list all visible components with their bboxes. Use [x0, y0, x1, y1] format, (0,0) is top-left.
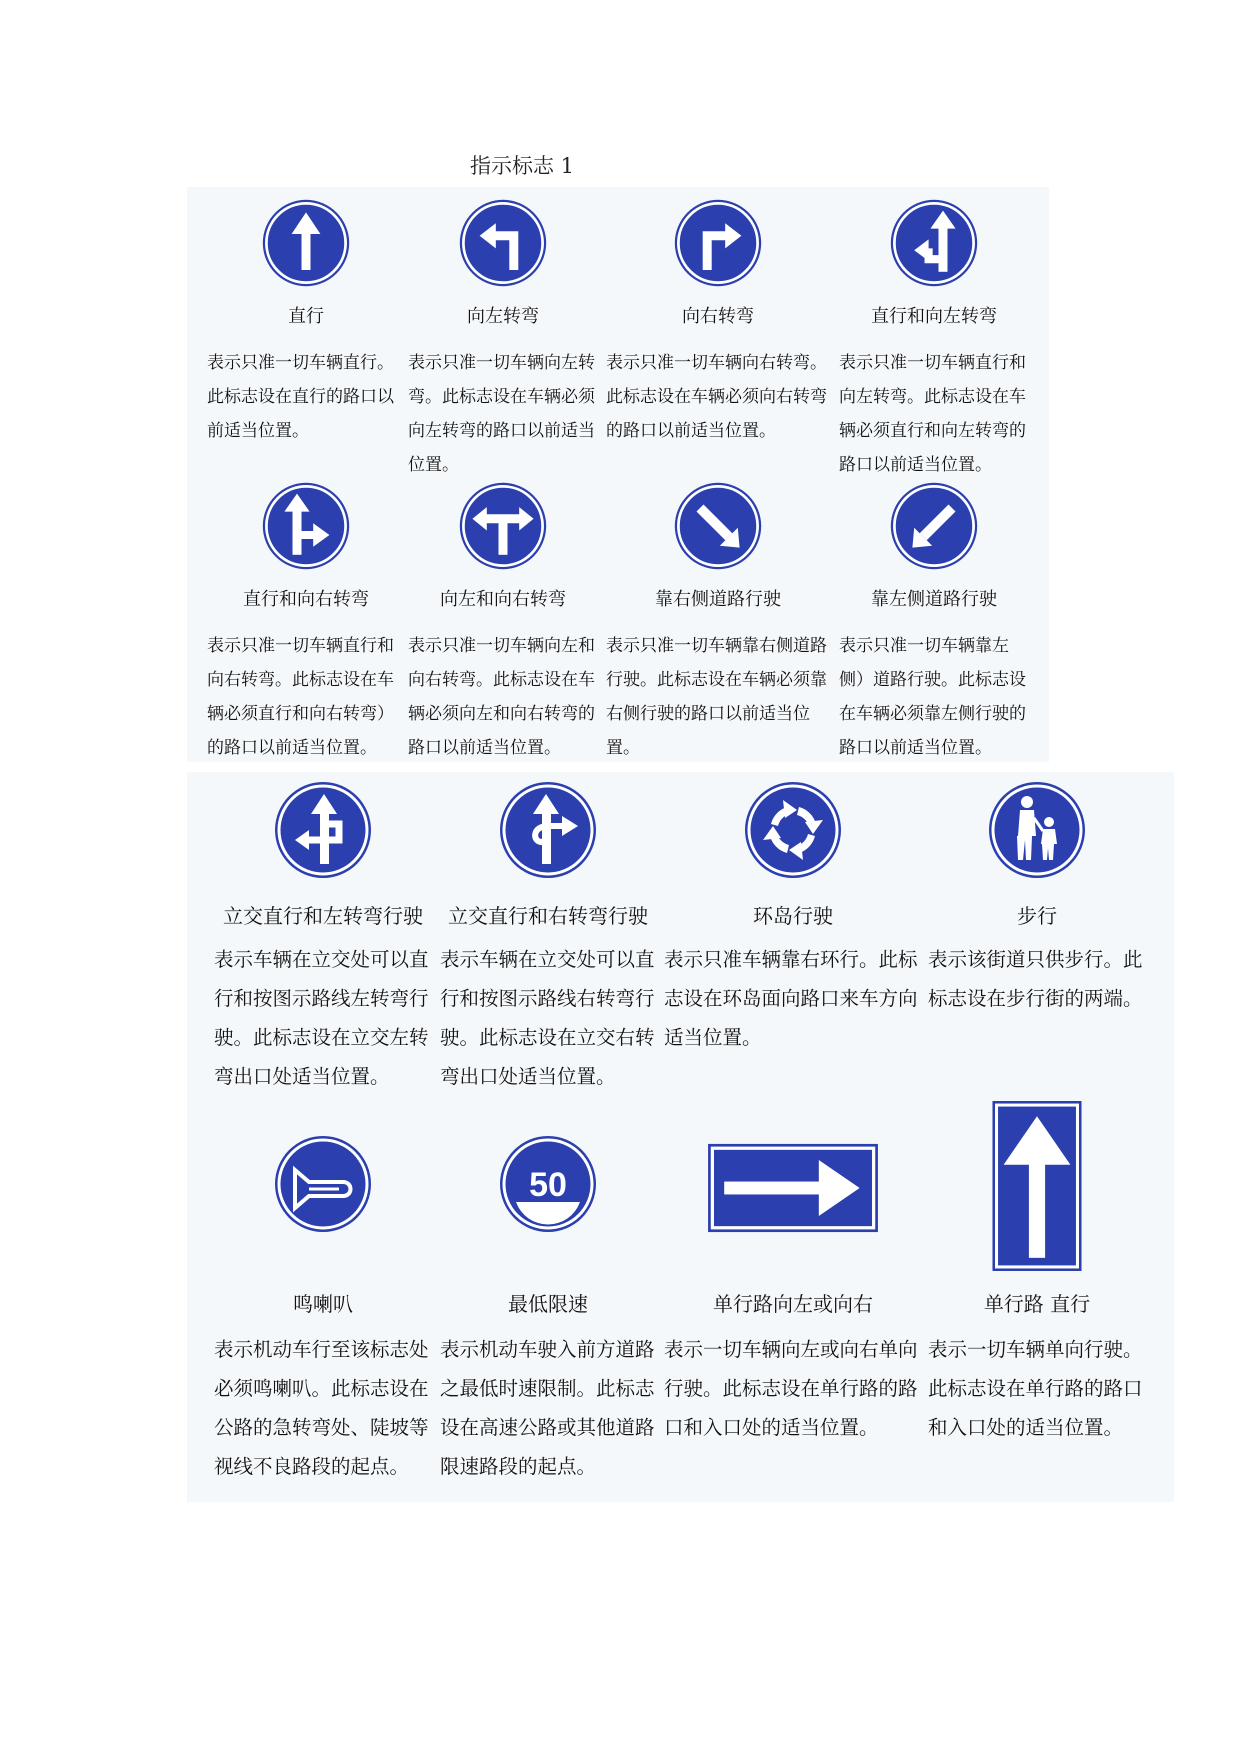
sign-description: 表示只准一切车辆直行。 此标志设在直行的路口以 前适当位置。	[207, 353, 394, 441]
straight-or-right-arrow-icon	[261, 481, 351, 571]
sign-description: 表示只准一切车辆向左转 弯。此标志设在车辆必须 向左转弯的路口以前适当 位置。	[408, 353, 595, 475]
one-way-straight-icon	[990, 1100, 1084, 1272]
interchange-straight-left-icon	[273, 780, 373, 880]
svg-text:50: 50	[529, 1166, 567, 1204]
sign-name: 直行和向右转弯	[243, 589, 369, 610]
turn-left-arrow-icon	[458, 198, 548, 288]
sign-name: 最低限速	[508, 1292, 588, 1316]
sign-description: 表示只准一切车辆靠左 侧）道路行驶。此标志设 在车辆必须靠左侧行驶的 路口以前适当位置。	[839, 636, 1026, 758]
page-title: 指示标志 1	[470, 154, 575, 178]
sign-description: 表示机动车驶入前方道路 之最低时速限制。此标志 设在高速公路或其他道路 限速路段的起点。	[440, 1338, 655, 1478]
sign-description: 表示只准一切车辆向右转弯。 此标志设在车辆必须向右转弯 的路口以前适当位置。	[606, 353, 827, 441]
signs-panel-top	[187, 187, 1049, 762]
straight-or-left-arrow-icon	[889, 198, 979, 288]
one-way-horizontal-icon	[707, 1140, 879, 1236]
sign-name: 向左转弯	[467, 306, 539, 327]
left-or-right-arrow-icon	[458, 481, 548, 571]
sign-name: 单行路 直行	[983, 1292, 1091, 1316]
pedestrian-icon	[987, 780, 1087, 880]
sign-description: 表示一切车辆向左或向右单向 行驶。此标志设在单行路的路 口和入口处的适当位置。	[664, 1338, 918, 1439]
sign-name: 向左和向右转弯	[440, 589, 566, 610]
sign-description: 表示机动车行至该标志处 必须鸣喇叭。此标志设在 公路的急转弯处、陡坡等 视线不良路段的起点。	[214, 1338, 429, 1478]
sign-name: 步行	[1017, 904, 1057, 928]
sign-name: 环岛行驶	[753, 904, 833, 928]
keep-left-arrow-icon	[889, 481, 979, 571]
sign-name: 鸣喇叭	[293, 1292, 353, 1316]
sign-description: 表示只准一切车辆向左和 向右转弯。此标志设在车 辆必须向左和向右转弯的 路口以前适当位置。	[408, 636, 595, 758]
sign-description: 表示车辆在立交处可以直 行和按图示路线左转弯行 驶。此标志设在立交左转 弯出口处适当位置。	[214, 948, 429, 1088]
keep-right-arrow-icon	[673, 481, 763, 571]
horn-icon	[273, 1134, 373, 1234]
sign-description: 表示该街道只供步行。此 标志设在步行街的两端。	[928, 948, 1143, 1010]
turn-right-arrow-icon	[673, 198, 763, 288]
sign-description: 表示只准一切车辆靠右侧道路 行驶。此标志设在车辆必须靠 右侧行驶的路口以前适当位 置。	[606, 636, 827, 758]
interchange-straight-right-icon	[498, 780, 598, 880]
sign-description: 表示只准一切车辆直行和 向右转弯。此标志设在车 辆必须直行和向右转弯） 的路口以前适当位置。	[207, 636, 394, 758]
sign-description: 表示只准车辆靠右环行。此标 志设在环岛面向路口来车方向 适当位置。	[664, 948, 918, 1049]
sign-name: 靠右侧道路行驶	[655, 589, 781, 610]
sign-name: 立交直行和左转弯行驶	[223, 904, 423, 928]
signs-panel-bottom	[187, 772, 1174, 1502]
sign-name: 直行和向左转弯	[871, 306, 997, 327]
sign-name: 靠左侧道路行驶	[871, 589, 997, 610]
sign-name: 单行路向左或向右	[713, 1292, 873, 1316]
sign-name: 直行	[288, 306, 324, 327]
sign-name: 立交直行和右转弯行驶	[448, 904, 648, 928]
minimum-speed-icon	[498, 1134, 598, 1234]
sign-description: 表示一切车辆单向行驶。 此标志设在单行路的路口 和入口处的适当位置。	[928, 1338, 1143, 1439]
straight-arrow-icon	[261, 198, 351, 288]
sign-description: 表示车辆在立交处可以直 行和按图示路线右转弯行 驶。此标志设在立交右转 弯出口处适当位置。	[440, 948, 655, 1088]
sign-name: 向右转弯	[682, 306, 754, 327]
sign-description: 表示只准一切车辆直行和 向左转弯。此标志设在车 辆必须直行和向左转弯的 路口以前适当位置。	[839, 353, 1026, 475]
roundabout-icon	[743, 780, 843, 880]
